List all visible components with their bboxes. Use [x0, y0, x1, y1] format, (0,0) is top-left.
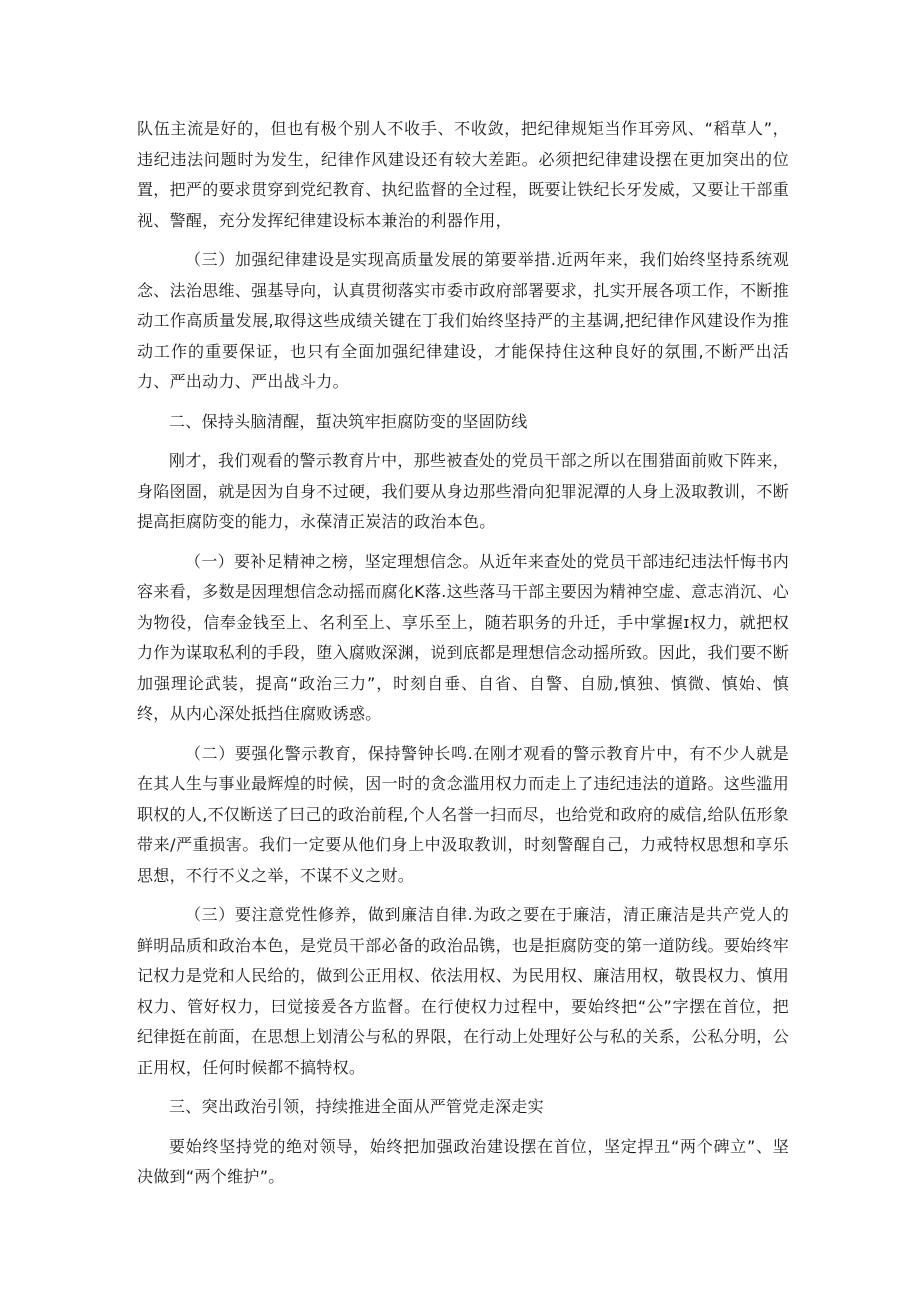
paragraph-7: 要始终坚持党的绝对领导，始终把加强政治建设摆在首位，坚定捍丑“两个碑立”、坚决做到“两个维护”。 — [137, 1136, 789, 1186]
paragraph-3: 刚才，我们观看的警示教育片中，那些被查处的党员干部之所以在围猎面前败下阵来，身陷囹圄，就是因为自身不过硬，我们要从身边那些滑向犯罪泥潭的人身上汲取教训，不断提高拒腐防变的能力，永葆清正炭洁的政治本色。 — [137, 451, 790, 531]
section-heading-2: 二、保持头脑清醒，蜇决筑牢拒腐防变的坚固防线 — [169, 411, 528, 431]
paragraph-6: （三）要注意党性修养，做到廉洁自律.为政之要在于廉洁，清正廉洁是共产党人的鲜明品质和政治本色，是党员干部必备的政治品镌，也是拒腐防变的第一道防线。要始终牢记权力是党和人民给的，做到公正用权、依法用权、为民用权、廉洁用权，敬畏权力、慎用权力、管好权力，曰觉接爰各方监督。在行使权力过程中，要始终把“公”字摆在首位，把纪律挺在前面，在思想上划清公与私的界限，在行动上处理好公与私的关系，公私分明，公正用权，任何时候都不搞特权。 — [137, 905, 790, 1077]
paragraph-4: （一）要补足精神之榜，坚定理想信念。从近年来查处的党员干部违纪违法忏悔书内容来看，多数是因理想信念动摇而腐化K落.这些落马干部主要因为精神空虚、意志消沉、心为物役，信奉金钱至上、名利至上、享乐至上，随若职务的升迁，手中掌握ɪ权力，就把权力作为谋取私利的手段，堕入腐败深渊，说到底都是理想信念动摇所致。因此，我们要不断加强理论武装，提高“政治三力”，时刻自垂、自省、自警、自励,慎独、慎微、慎始、慎终，从内心深处抵挡住腐败诱惑。 — [137, 551, 790, 723]
document-body — [137, 114, 789, 1202]
paragraph-1: 队伍主流是好的，但也有极个别人不收手、不收敛，把纪律规矩当作耳旁风、“稻草人”，违纪违法问题时为发生，纪律作风建设还有较大差距。必须把纪律建设摆在更加突出的位置，把严的要求贯穿到党纪教育、执纪监督的全过程，既要让铁纪长牙发威，又要让干部重视、警醒，充分发挥纪律建设标本兼治的利器作用， — [137, 119, 790, 230]
section-heading-3: 三、突出政治引领，持续推进全面从严管党走深走实 — [169, 1097, 544, 1116]
paragraph-2: （三）加强纪律建设是实现高质量发展的第要举措.近两年来，我们始终坚持系统观念、法治思维、强基导向，认真贯彻落实市委市政府部署要求，扎实开展各项工作，不断推动工作高质量发展,取得这些成绩关键在丁我们始终坚持严的主基调,把纪律作风建设作为推动工作的重要保证，也只有全面加强纪律建设，才能保持住这种良好的氛围,不断严出活力、严出动力、严出战斗力。 — [137, 250, 790, 391]
paragraph-5: （二）要强化警示教育，保持警钟长鸣.在刚才观看的警示教育片中，有不少人就是在其人生与事业最辉煌的时候，因一时的贪念滥用权力而走上了违纪违法的道路。这些滥用职权的人,不仅断送了曰己的政治前程,个人名誉一扫而尽，也给党和政府的威信,给队伍形象带来/严重损害。我们一定要从他们身上中汲取教训，时刻警醒自己，力戒特权思想和享乐思想，不行不义之举，不谋不义之财。 — [137, 743, 790, 885]
